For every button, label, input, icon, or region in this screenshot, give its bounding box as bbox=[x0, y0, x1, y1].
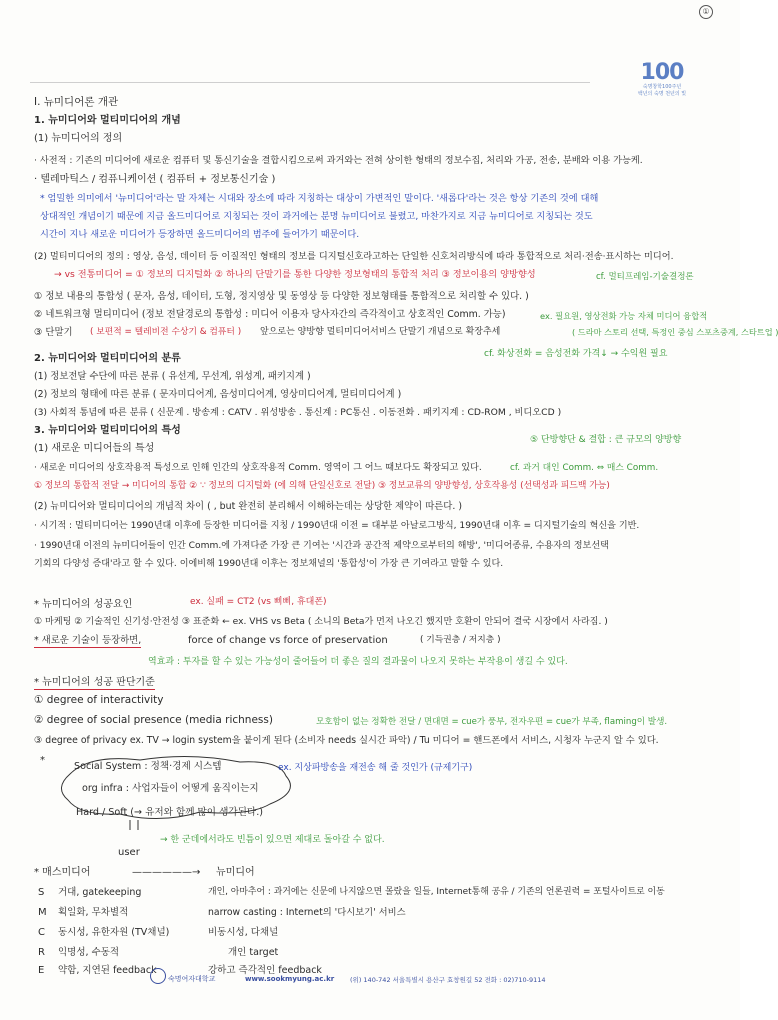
new-media-header: 뉴미디어 bbox=[216, 867, 255, 878]
point-3-side-note: ( 드라마 스토리 선택, 특정인 중심 스포츠중계, 스타트업 ) bbox=[572, 327, 778, 337]
vs-traditional-media: → vs 전통미디어 = ① 정보의 디지털화 ② 하나의 단말기를 통한 다양한 정보형태의 통합적 처리 ③ 정보이용의 양방향성 bbox=[54, 269, 536, 280]
criterion-social-presence: ② degree of social presence (media richness) bbox=[34, 714, 273, 726]
video-phone-note: cf. 화상전화 = 음성전화 가격↓ → 수익원 필요 bbox=[484, 349, 668, 359]
new-tech-label: * 새로운 기술이 등장하면, bbox=[34, 635, 142, 646]
note-line-1: * 엄밀한 의미에서 '뉴미디어'라는 말 자체는 시대와 장소에 따라 지칭하는 대상이 가변적인 말이다. '새롭다'라는 것은 항상 기존의 것에 대해 bbox=[40, 193, 599, 204]
cmp-key-e: E bbox=[38, 965, 45, 976]
feature-integration-list: ① 정보의 통합적 전달 → 미디어의 통합 ② ∵ 정보의 디지털화 (에 의해 단일신호로 전달) ③ 정보교류의 양방향성, 상호작용성 (선택성과 피드백 가능) bbox=[34, 481, 610, 491]
page-number: ① bbox=[699, 5, 713, 19]
cmp-key-c: C bbox=[38, 927, 45, 938]
classification-2: (2) 정보의 형태에 따른 분류 ( 문자미디어계, 음성미디어계, 영상미디어계, 멀티미디어계 ) bbox=[34, 389, 402, 400]
user-label: user bbox=[118, 847, 140, 858]
change-vs-preservation-note: ( 기득권층 / 저지층 ) bbox=[420, 635, 501, 645]
section-2-heading: 2. 뉴미디어와 멀티미디어의 분류 bbox=[34, 353, 181, 364]
footer-website: www.sookmyung.ac.kr bbox=[245, 975, 335, 983]
cmp-left-c: 동시성, 유한자원 (TV채널) bbox=[58, 927, 170, 938]
hard-soft-label: Hard / Soft (→ 유저와 함께 많이 생각된다.) bbox=[76, 807, 263, 818]
footer-school-name: 숙명여자대학교 bbox=[168, 975, 216, 983]
section-3-side-note: ⑤ 단방향단 & 결합 : 큰 규모의 양방향 bbox=[530, 435, 682, 445]
arrow-glyph: ——————→ bbox=[132, 867, 201, 878]
criterion-interactivity: ① degree of interactivity bbox=[34, 694, 164, 706]
logo-subcaption: 백년의 숙명 천년의 빛 bbox=[637, 91, 687, 97]
diagram-star: * bbox=[40, 755, 45, 766]
change-vs-preservation: force of change vs force of preservation bbox=[188, 635, 388, 646]
cmp-key-s: S bbox=[38, 887, 45, 898]
subsection-3-2: (2) 뉴미디어와 멀티미디어의 개념적 차이 ( , but 완전히 분리해서 이해하는데는 상당한 제약이 따른다. ) bbox=[34, 501, 462, 512]
cmp-left-r: 익명성, 수동적 bbox=[58, 947, 120, 958]
cmp-right-e: 강하고 즉각적인 feedback bbox=[208, 965, 322, 976]
note-line-3: 시간이 지나 새로운 미디어가 등장하면 올드미디어의 범주에 들어가기 때문이다. bbox=[40, 229, 360, 240]
social-system-note: ex. 지상파방송을 재전송 해 줄 것인가 (규제기구) bbox=[278, 763, 473, 773]
org-infra-label: org infra : 사업자들이 어떻게 움직이는지 bbox=[82, 783, 259, 794]
cmp-right-r: 개인 target bbox=[228, 947, 279, 958]
note-line-2: 상대적인 개념이기 때문에 지금 올드미디어로 지칭되는 것이 과거에는 분명 뉴미디어로 불렸고, 마찬가지로 지금 뉴미디어로 지칭되는 것도 bbox=[40, 211, 593, 222]
cmp-key-m: M bbox=[38, 907, 47, 918]
cloud-stem bbox=[130, 820, 138, 830]
point-2-side-note: ex. 필요원, 영상전화 가능 자체 미디어 융합적 bbox=[540, 311, 708, 321]
criterion-social-presence-note: 모호함이 없는 정확한 전달 / 면대면 = cue가 풍부, 전자우편 = cue가 부족, flaming이 발생. bbox=[316, 717, 668, 727]
classification-3: (3) 사회적 통념에 따른 분류 ( 신문계 . 방송계 : CATV . 위성방송 . 통신계 : PC통신 . 이동전화 . 패키지계 : CD-ROM , 비디오CD ) bbox=[34, 407, 562, 418]
definition-telematics: · 텔레마틱스 / 컴퓨니케이션 ( 컴퓨터 + 정보통신기술 ) bbox=[34, 174, 276, 185]
point-3-trend: 앞으로는 양방향 멀티미디어서비스 단말기 개념으로 확장추세 bbox=[260, 327, 501, 337]
mass-media-header: * 매스미디어 bbox=[34, 867, 91, 878]
footer-emblem-icon bbox=[150, 968, 166, 984]
logo-number: 100 bbox=[640, 60, 684, 85]
cmp-left-e: 약함, 지연된 feedback bbox=[58, 965, 157, 976]
section-3-heading: 3. 뉴미디어와 멀티미디어의 특성 bbox=[34, 425, 181, 436]
page-title: I. 뉴미디어론 개관 bbox=[34, 96, 119, 108]
vs-side-note: cf. 멀티프레임-기술결정론 bbox=[596, 272, 694, 282]
success-criteria-title: * 뉴미디어의 성공 판단기준 bbox=[34, 677, 155, 688]
point-3-universal: ( 보편적 = 텔레비전 수상기 & 컴퓨터 ) bbox=[90, 327, 242, 337]
contribution-line-1: · 1990년대 이전의 뉴미디어들이 인간 Comm.에 가져다준 가장 큰 기여는 '시간과 공간적 제약으로부터의 해방', '미디어종류, 수용자의 정보선택 bbox=[34, 541, 609, 551]
cmp-right-m: narrow casting : Internet의 '다시보기' 서비스 bbox=[208, 907, 406, 918]
section-1-heading: 1. 뉴미디어와 멀티미디어의 개념 bbox=[34, 115, 181, 126]
point-1-content-integration: ① 정보 내용의 통합성 ( 문자, 음성, 데이터, 도형, 정지영상 및 동영상 등 다양한 정보형태를 통합적으로 처리할 수 있다. ) bbox=[34, 291, 529, 302]
success-factors-side: ex. 실패 = CT2 (vs 삐삐, 휴대폰) bbox=[190, 597, 327, 607]
university-logo bbox=[632, 62, 692, 110]
cmp-key-r: R bbox=[38, 947, 45, 958]
header-rule bbox=[30, 82, 590, 83]
success-factors-list: ① 마케팅 ② 기술적인 신기성·안전성 ③ 표준화 ← ex. VHS vs Beta ( 소니의 Beta가 먼저 나오긴 했지만 호환이 안되어 결국 시장에서 사라짐. ) bbox=[34, 617, 608, 627]
cmp-right-c: 비동시성, 다채널 bbox=[208, 927, 279, 938]
feature-side-note: cf. 과거 대인 Comm. ⇔ 매스 Comm. bbox=[510, 463, 659, 473]
classification-1: (1) 정보전달 수단에 따른 분류 ( 유선계, 무선계, 위성계, 패키지계 ) bbox=[34, 371, 311, 382]
cmp-right-s: 개인, 아마추어 : 과거에는 신문에 나지않으면 몰랐을 일들, Internet통해 공유 / 기존의 언론권력 = 포털사이트로 이동 bbox=[208, 887, 665, 897]
contribution-line-2: 기회의 다양성 증대'라고 할 수 있다. 이에비해 1990년대 이후는 정보채널의 '통합성'이 가장 큰 기여라고 말할 수 있다. bbox=[34, 559, 504, 569]
definition-dictionary: · 사전적 : 기존의 미디어에 새로운 컴퓨터 및 통신기술을 결합시킴으로써 과거와는 전혀 상이한 형태의 정보수집, 처리와 가공, 전송, 분배와 이용 가능케. bbox=[34, 155, 643, 166]
point-3-label: ③ 단말기 bbox=[34, 327, 73, 338]
subsection-3-1: (1) 새로운 미디어들의 특성 bbox=[34, 443, 155, 454]
multimedia-definition: (2) 멀티미디어의 정의 : 영상, 음성, 데이터 등 이질적인 형태의 정보를 디지털신호라고하는 단일한 신호처리방식에 따라 통합적으로 처리·전송·표시하는 미디어. bbox=[34, 251, 674, 262]
user-note: → 한 군데에서라도 빈틈이 있으면 제대로 돌아갈 수 없다. bbox=[160, 835, 385, 845]
feature-interactive: · 새로운 미디어의 상호작용적 특성으로 인해 인간의 상호작용적 Comm. 영역이 그 어느 때보다도 확장되고 있다. bbox=[34, 463, 482, 473]
subsection-1-1: (1) 뉴미디어의 정의 bbox=[34, 133, 123, 144]
side-effect-note: 역효과 : 투자를 할 수 있는 가능성이 줄어들어 더 좋은 질의 결과물이 나오지 못하는 부작용이 생길 수 있다. bbox=[148, 657, 568, 667]
criterion-privacy: ③ degree of privacy ex. TV → login system을 붙이게 된다 (소비자 needs 실시간 파악) / Tu 미디어 = 핸드폰에서 서비스, 시청자 누군지 알 수 있다. bbox=[34, 735, 659, 746]
logo-caption: 숙명창학100주년 bbox=[642, 84, 682, 90]
success-factors-title: * 뉴미디어의 성공요인 bbox=[34, 599, 133, 610]
point-2-network-multimedia: ② 네트워크형 멀티미디어 (정보 전달경로의 통합성 : 미디어 이용자 당사자간의 즉각적이고 상호적인 Comm. 가능) bbox=[34, 309, 506, 320]
social-system-label: Social System : 정책·경제 시스템 bbox=[74, 761, 222, 772]
temporal-difference: · 시기적 : 멀티미디어는 1990년대 이후에 등장한 미디어를 지칭 / 1990년대 이전 = 대부분 아날로그방식, 1990년대 이후 = 디지털기술의 혁신을 기반. bbox=[34, 521, 640, 531]
cmp-left-m: 획일화, 무차별적 bbox=[58, 907, 129, 918]
cmp-left-s: 거대, gatekeeping bbox=[58, 887, 142, 898]
footer-address: (위) 140-742 서울특별시 용산구 효창원길 52 전화 : 02)710-9114 bbox=[350, 976, 546, 984]
